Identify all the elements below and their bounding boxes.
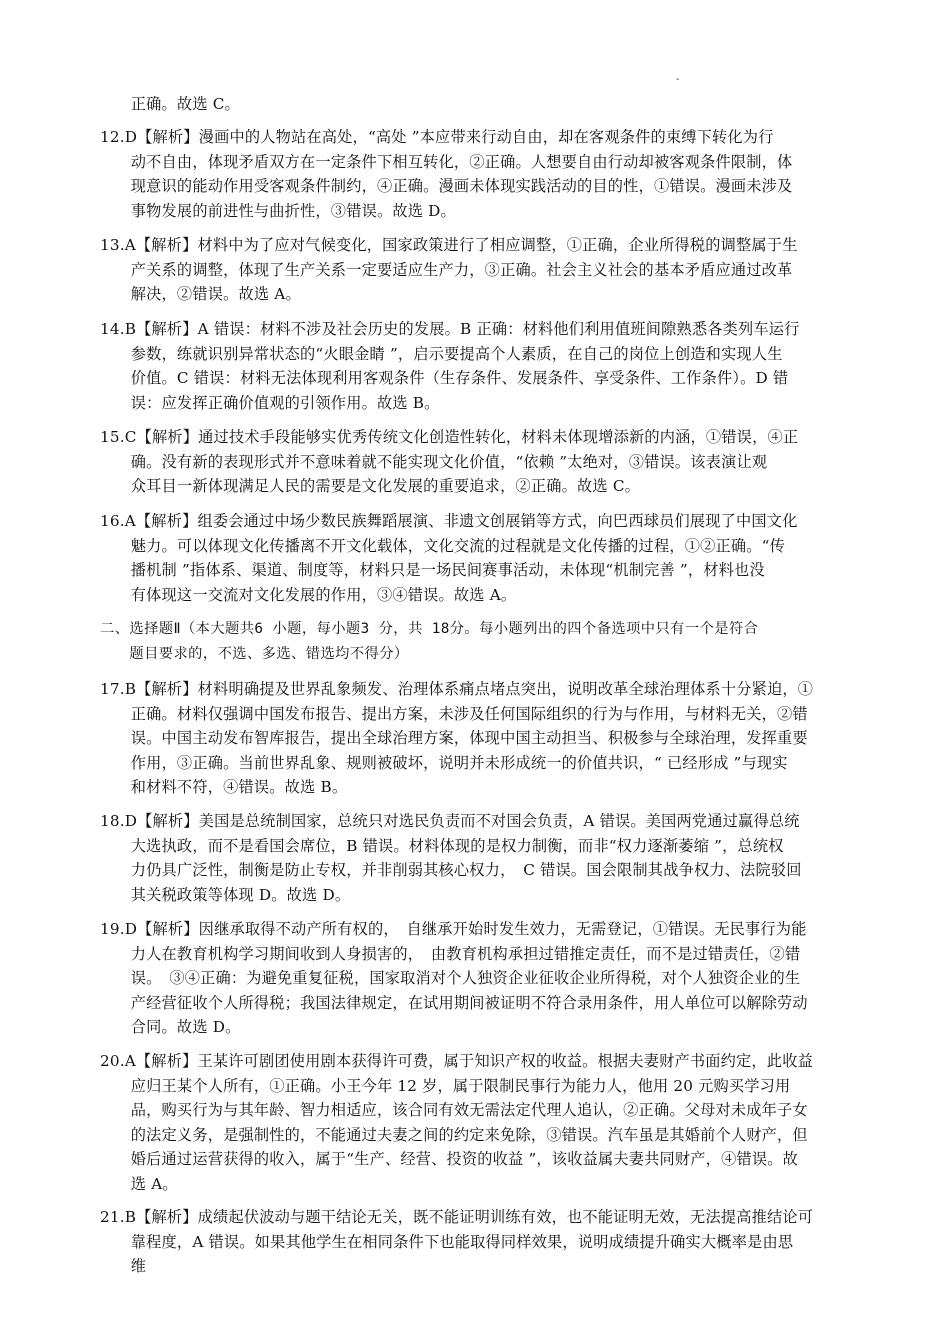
text-line: 应归王某个人所有，①正确。小王今年 12 岁，属于限制民事行为能力人，他用 20 元购买学习用 [100,1076,791,1095]
text-line: 二、选择题Ⅱ（本大题共6 小题，每小题3 分，共 18分。每小题列出的四个备选项中只有一个是符合 [100,621,759,637]
text-line: 解决，②错误。故选 A。 [100,285,301,304]
text-line: 现意识的能动作用受客观条件制约，④正确。漫画未体现实践活动的目的性，①错误。漫画未涉及 [100,177,793,196]
text-line: 产经营征收个人所得税；我国法律规定，在试用期间被证明不符合录用条件，用人单位可以解除劳动 [100,993,808,1012]
text-line: 和材料不符，④错误。故选 B。 [100,778,348,797]
text-line: 维 [100,1257,147,1276]
text-line: 20.A【解析】王某许可剧团使用剧本获得许可费，属于知识产权的收益。根据夫妻财产书面约定，此收益 [100,1052,813,1070]
text-line: 力仍具广泛性，制衡是防止专权，并非削弱其核心权力， C 错误。国会限制其战争权力、法院驳回 [100,861,802,880]
text-line: 力人在教育机构学习期间收到人身损害的， 由教育机构承担过错推定责任，而不是过错责任，②错 [100,944,801,963]
text-line: 19.D【解析】因继承取得不动产所有权的， 自继承开始时发生效力，无需登记，①错误。无民事行为能 [100,920,807,938]
text-line: 魅力。可以体现文化传播离不开文化载体，文化交流的过程就是文化传播的过程，①②正确。“传 [100,536,786,555]
text-line: 选 A。 [100,1175,178,1193]
text-line: 大选执政，而不是看国会席位，B 错误。材料体现的是权力制衡，而非“权力逐渐萎缩 ”，总统权 [100,836,784,855]
text-line: 众耳目一新体现满足人民的需要是文化发展的重要追求，②正确。故选 C。 [100,477,641,496]
text-line: 事物发展的前进性与曲折性，③错误。故选 D。 [100,201,456,220]
text-line: 确。没有新的表现形式并不意味着就不能实现文化价值，“依赖 ”太绝对，③错误。该表演让观 [100,452,768,471]
text-line: 其关税政策等体现 D。故选 D。 [100,885,351,904]
text-line: 品，购买行为与其年龄、智力相适应，该合同有效无需法定代理人追认，②正确。父母对未成年子女 [100,1101,808,1120]
text-line: 价值。C 错误：材料无法体现利用客观条件（生存条件、发展条件、享受条件、工作条件）。D 错 [100,369,789,388]
text-line: 17.B【解析】材料明确提及世界乱象频发、治理体系痛点堵点突出，说明改革全球治理体系十分紧迫，① [100,680,814,698]
text-line: 正确。材料仅强调中国发布报告、提出方案，未涉及任何国际组织的行为与作用，与材料无关，②错 [100,704,808,723]
text-line: 12.D【解析】漫画中的人物站在高处，“高处 ”本应带来行动自由，却在客观条件的束缚下转化为行 [100,128,774,146]
text-line: 婚后通过运营获得的收入，属于“生产、经营、投资的收益 ”，该收益属夫妻共同财产，④错误。故 [100,1150,799,1169]
text-line: 18.D【解析】美国是总统制国家，总统只对选民负责而不对国会负责，A 错误。美国两党通过赢得总统 [100,812,800,830]
text-line: 15.C【解析】通过技术手段能够实优秀传统文化创造性转化，材料未体现增添新的内涵，①错误，④正 [100,428,799,446]
text-line: 参数，练就识别异常状态的“火眼金睛 ”，启示要提高个人素质，在自己的岗位上创造和实现人生 [100,344,783,363]
text-line: 误。中国主动发布智库报告，提出全球治理方案，体现中国主动担当、积极参与全球治理，发挥重要 [100,729,808,748]
text-line: 产关系的调整，体现了生产关系一定要适应生产力，③正确。社会主义社会的基本矛盾应通过改革 [100,260,793,279]
text-line: 误：应发挥正确价值观的引领作用。故选 B。 [100,393,440,412]
text-line: 靠程度，A 错误。如果其他学生在相同条件下也能取得同样效果，说明成绩提升确实大概率是由思 [100,1232,794,1251]
text-line: 合同。故选 D。 [100,1018,241,1037]
header-mark: - [676,74,680,85]
text-line: 14.B【解析】A 错误：材料不涉及社会历史的发展。B 正确：材料他们利用值班间隙熟悉各类列车运行 [100,320,800,338]
text-line: 13.A【解析】材料中为了应对气候变化，国家政策进行了相应调整，①正确，企业所得税的调整属于生 [100,236,798,254]
text-line: 有体现这一交流对文化发展的作用，③④错误。故选 A。 [100,585,517,604]
text-line: 动不自由，体现矛盾双方在一定条件下相互转化，②正确。人想要自由行动却被客观条件限制，体 [100,152,793,171]
text-line: 21.B【解析】成绩起伏波动与题干结论无关，既不能证明训练有效，也不能证明无效，无法提高推结论可 [100,1208,814,1226]
text-line: 误。 ③④正确：为避免重复征税，国家取消对个人独资企业征收企业所得税，对个人独资企业的生 [100,969,801,988]
text-line: 正确。故选 C。 [100,95,240,113]
text-line: 作用，③正确。当前世界乱象、规则被破坏，说明并未形成统一的价值共识，“ 已经形成 ”与现实 [100,753,788,772]
text-line: 的法定义务，是强制性的，不能通过夫妻之间的约定来免除，③错误。汽车虽是其婚前个人财产，但 [100,1125,808,1144]
text-line: 16.A【解析】组委会通过中场少数民族舞蹈展演、非遗文创展销等方式，向巴西球员们展现了中国文化 [100,512,798,530]
text-line: 播机制 ”指体系、渠道、制度等，材料只是一场民间赛事活动，未体现“机制完善 ”，材料也没 [100,561,765,580]
text-line: 题目要求的，不选、多选、错选均不得分） [100,645,409,662]
